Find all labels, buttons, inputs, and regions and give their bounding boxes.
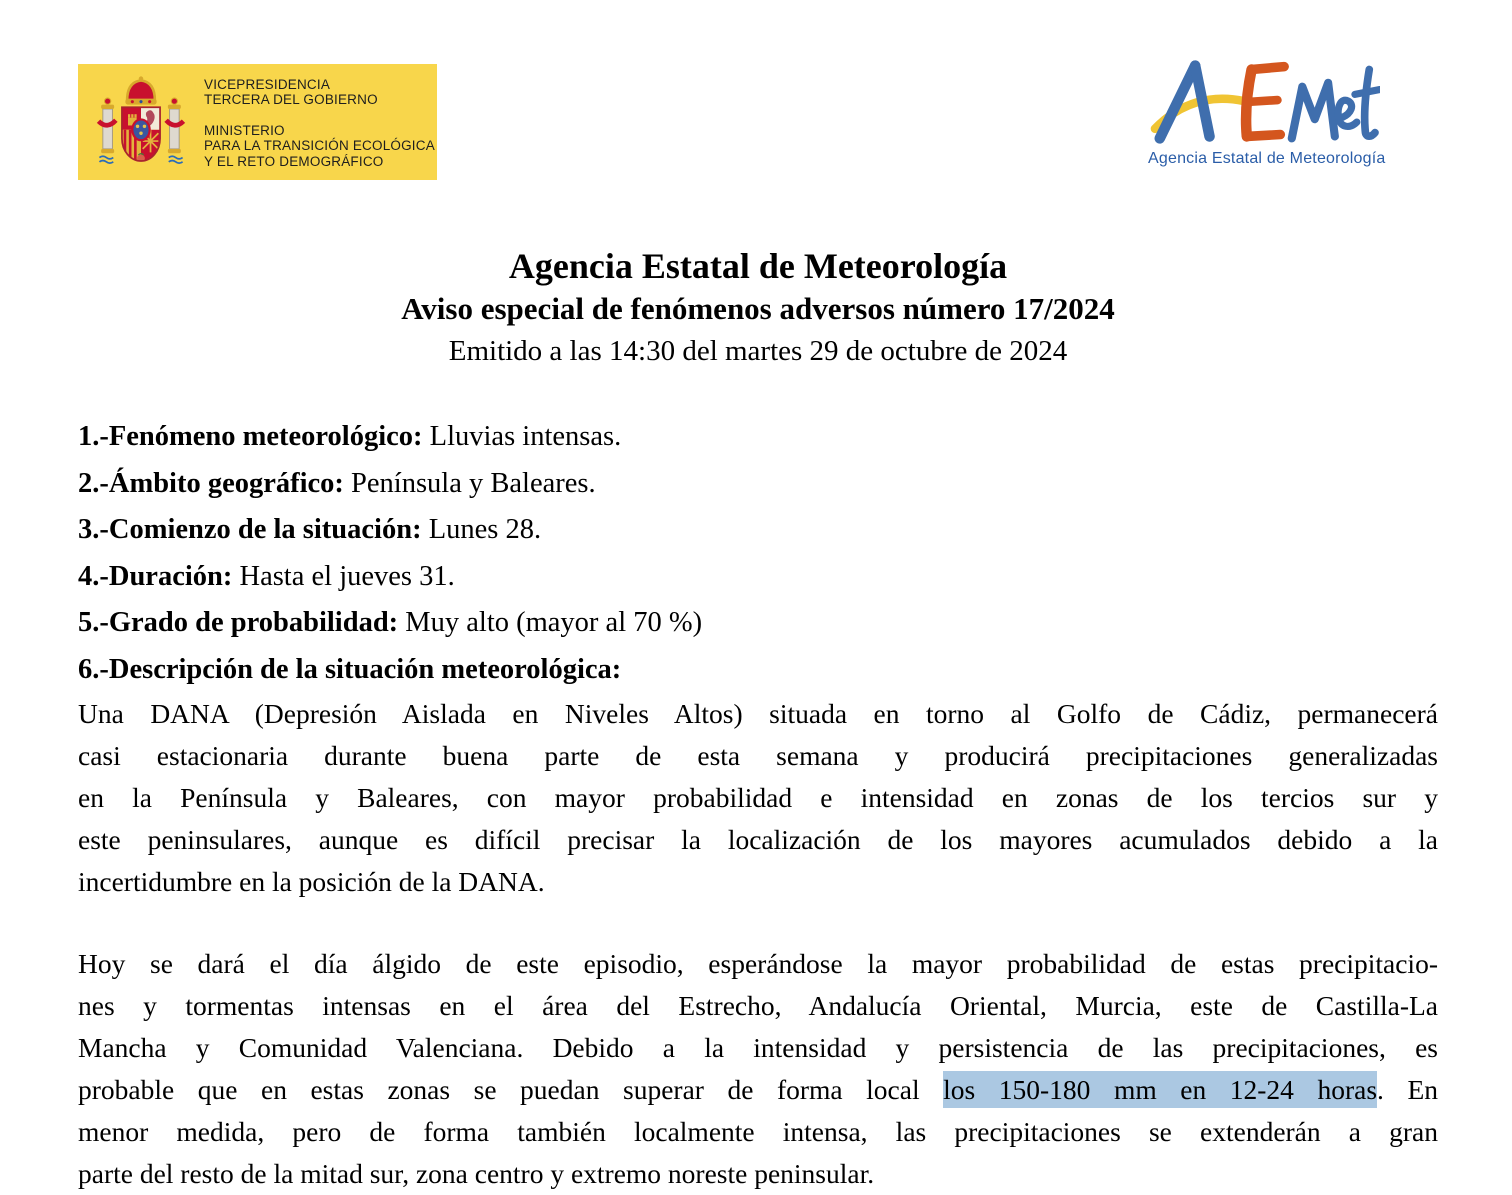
text-line [78, 1111, 1438, 1153]
gov-line: MINISTERIO [204, 122, 285, 138]
warning-fields [78, 414, 1438, 693]
gov-line: VICEPRESIDENCIA [204, 76, 331, 92]
document-body [78, 244, 1438, 1195]
text-segment: Una DANA (Depresión Aislada en Niveles Altos) situada en torno al Golfo de Cádiz, permanecerá [78, 698, 1438, 729]
text-segment: nes y tormentas intensas en el área del Estrecho, Andalucía Oriental, Murcia, este de Castilla-La [78, 990, 1438, 1021]
field-label: 4.-Duración: [78, 560, 233, 592]
text-segment: . En [1377, 1074, 1438, 1105]
text-segment: Mancha y Comunidad Valenciana. Debido a la intensidad y persistencia de las precipitaciones, es [78, 1032, 1438, 1063]
text-line [78, 943, 1438, 985]
gov-line: PARA LA TRANSICIÓN ECOLÓGICA [204, 138, 435, 154]
field-line [78, 414, 1438, 461]
field-value: Muy alto (mayor al 70 %) [398, 607, 703, 638]
field-value: Hasta el jueves 31. [232, 560, 455, 592]
paragraph [78, 693, 1438, 903]
field-value: Península y Baleares. [343, 467, 596, 499]
issued-line: Emitido a las 14:30 del martes 29 de octubre de 2024 [448, 335, 1068, 367]
gov-line: TERCERA DEL GOBIERNO [204, 92, 378, 108]
text-line [78, 777, 1438, 819]
text-line [78, 1027, 1438, 1069]
field-value: Lluvias intensas. [422, 421, 622, 452]
highlighted-text: los 150-180 mm en 12-24 horas [943, 1071, 1377, 1108]
aemet-wordmark-icon [1150, 58, 1380, 146]
field-line [78, 554, 1438, 601]
field-value: Lunes 28. [421, 514, 542, 545]
ministry-text [204, 75, 435, 170]
spain-coat-of-arms-icon [78, 70, 204, 174]
government-logo [78, 64, 437, 180]
field-label: 6.-Descripción de la situación meteorológica: [78, 653, 622, 685]
text-line [78, 1153, 1438, 1195]
text-line [78, 985, 1438, 1027]
text-segment: este peninsulares, aunque es difícil precisar la localización de los mayores acumulados debido a la [78, 824, 1438, 855]
gov-line: Y EL RETO DEMOGRÁFICO [204, 153, 384, 169]
text-line [78, 693, 1438, 735]
paragraph [78, 943, 1438, 1195]
text-segment: en la Península y Baleares, con mayor probabilidad e intensidad en zonas de los tercios sur y [78, 782, 1438, 813]
document-subtitle: Aviso especial de fenómenos adversos número 17/2024 [401, 291, 1115, 326]
text-segment: incertidumbre en la posición de la DANA. [78, 866, 545, 897]
text-segment: menor medida, pero de forma también localmente intensa, las precipitaciones se extenderán a gran [78, 1116, 1438, 1147]
aemet-logo [1148, 58, 1410, 168]
text-segment: parte del resto de la mitad sur, zona centro y extremo noreste peninsular. [78, 1158, 875, 1189]
aemet-caption: Agencia Estatal de Meteorología [1148, 150, 1386, 167]
field-line [78, 647, 1438, 694]
field-line [78, 461, 1438, 508]
text-segment: probable que en estas zonas se puedan superar de forma local [78, 1074, 944, 1105]
text-line [78, 1069, 1438, 1111]
field-label: 2.-Ámbito geográfico: [78, 467, 344, 499]
field-label: 1.-Fenómeno meteorológico: [78, 421, 423, 452]
field-label: 3.-Comienzo de la situación: [78, 514, 422, 545]
field-label: 5.-Grado de probabilidad: [78, 607, 399, 638]
text-line [78, 861, 1438, 903]
document-title: Agencia Estatal de Meteorología [508, 246, 1008, 286]
text-line [78, 735, 1438, 777]
text-line [78, 819, 1438, 861]
description-paragraphs [78, 693, 1438, 1195]
field-line [78, 507, 1438, 554]
text-segment: casi estacionaria durante buena parte de esta semana y producirá precipitaciones generalizadas [78, 740, 1438, 771]
text-segment: Hoy se dará el día álgido de este episodio, esperándose la mayor probabilidad de estas precipitacio- [78, 948, 1438, 979]
field-line [78, 600, 1438, 647]
